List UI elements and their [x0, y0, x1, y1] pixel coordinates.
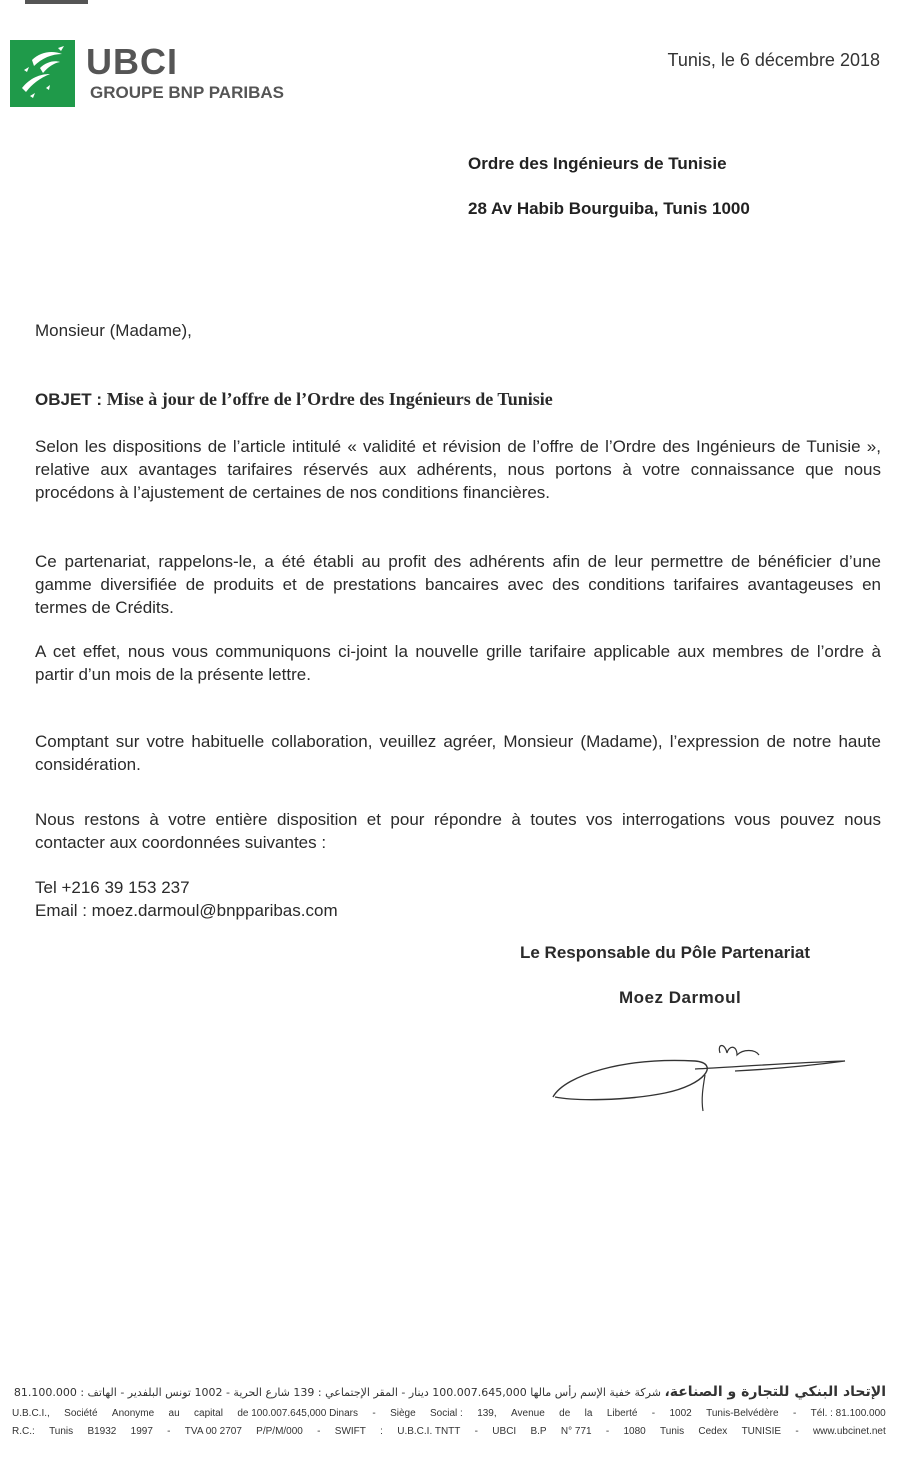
footer-token: de: [559, 1408, 571, 1419]
footer-token: TUNISIE: [741, 1426, 782, 1437]
footer-token: Tunis: [49, 1426, 74, 1437]
handwritten-signature: [545, 1035, 855, 1115]
footer-token: Siège: [390, 1408, 416, 1419]
footer-token: Société: [64, 1408, 98, 1419]
footer-token: 1002: [669, 1408, 692, 1419]
footer-token: la: [584, 1408, 593, 1419]
paragraph-availability: Nous restons à votre entière disposition et pour répondre à toutes vos interrogations vous pouvez nous contacter aux coordonnées suivantes :: [35, 810, 881, 852]
footer-token: -: [167, 1426, 171, 1437]
recipient-address: 28 Av Habib Bourguiba, Tunis 1000: [468, 199, 750, 218]
brand-name: UBCI: [86, 41, 178, 82]
salutation: Monsieur (Madame),: [35, 321, 192, 340]
footer-token: www.ubcinet.net: [812, 1426, 886, 1437]
footer-token: :: [380, 1426, 383, 1437]
footer-token: -: [372, 1408, 376, 1419]
footer-token: 1080: [623, 1426, 646, 1437]
footer-token: TVA 00 2707: [184, 1426, 242, 1437]
footer-token: Tél. : 81.100.000: [810, 1408, 886, 1419]
footer-token: Liberté: [606, 1408, 638, 1419]
paragraph-partnership: Ce partenariat, rappelons-le, a été établi au profit des adhérents afin de leur permettre de bénéficier d’une gamme diversifiée de produits et de prestations bancaires avec des conditions tarifaires avantageuses en termes de Crédits.: [35, 552, 881, 617]
footer-token: U.B.C.I. TNTT: [397, 1426, 461, 1437]
recipient-name: Ordre des Ingénieurs de Tunisie: [468, 154, 727, 173]
top-edge-mark: [25, 0, 88, 4]
footer-token: -: [474, 1426, 479, 1437]
subject-text: Mise à jour de l’offre de l’Ordre des Ingénieurs de Tunisie: [106, 389, 553, 409]
footer-token: P/P/M/000: [256, 1426, 303, 1437]
footer-legal-line: [12, 1408, 886, 1419]
footer-token: -: [651, 1408, 656, 1419]
footer-token: B1932: [87, 1426, 117, 1437]
subject-label: OBJET :: [35, 390, 103, 409]
contact-phone: Tel +216 39 153 237: [35, 878, 190, 897]
footer-token: capital: [194, 1408, 223, 1419]
footer-token: R.C.:: [12, 1426, 35, 1437]
footer-token: -: [792, 1408, 797, 1419]
brand-group: GROUPE BNP PARIBAS: [90, 83, 284, 102]
footer-token: 139,: [477, 1408, 497, 1419]
footer-token: N° 771: [560, 1426, 592, 1437]
footer-token: -: [605, 1426, 610, 1437]
footer-token: au: [168, 1408, 180, 1419]
footer-registration-line: [12, 1426, 886, 1437]
recipient-block: [468, 141, 750, 231]
footer-arabic-title: الإتحاد البنكي للتجارة و الصناعة،: [664, 1384, 886, 1400]
footer-token: -: [317, 1426, 321, 1437]
footer-token: U.B.C.I.,: [12, 1408, 50, 1419]
ubci-logo: [10, 40, 315, 110]
footer-token: Social :: [430, 1408, 463, 1419]
footer-token: SWIFT: [334, 1426, 366, 1437]
contact-email: Email : moez.darmoul@bnpparibas.com: [35, 901, 338, 920]
footer-token: Anonyme: [111, 1408, 155, 1419]
paragraph-grid: A cet effet, nous vous communiquons ci-joint la nouvelle grille tarifaire applicable aux membres de l’ordre à partir d’un mois de la présente lettre.: [35, 642, 881, 684]
footer-arabic: [12, 1384, 886, 1400]
subject-line: [35, 389, 553, 410]
footer-token: Cedex: [698, 1426, 728, 1437]
footer-token: UBCI: [492, 1426, 517, 1437]
footer-token: Tunis: [660, 1426, 685, 1437]
footer-token: Tunis-Belvédère: [706, 1408, 779, 1419]
footer-token: de 100.007.645,000 Dinars: [237, 1408, 358, 1419]
footer-token: 1997: [130, 1426, 153, 1437]
signatory-name: Moez Darmoul: [619, 988, 742, 1007]
contact-block: [35, 876, 338, 922]
footer-token: B.P: [530, 1426, 547, 1437]
footer-token: Avenue: [511, 1408, 545, 1419]
signatory-title: Le Responsable du Pôle Partenariat: [520, 943, 811, 962]
paragraph-intro: Selon les dispositions de l’article intitulé « validité et révision de l’offre de l’Ordre des Ingénieurs de Tunisie », relative aux avantages tarifaires réservés aux adhérents, nous portons à votre connaissance que nous procédons à l’ajustement de certaines de nos conditions financières.: [35, 437, 881, 502]
bnp-stars-icon: [10, 40, 75, 107]
paragraph-closing: Comptant sur votre habituelle collaboration, veuillez agréer, Monsieur (Madame), l’expression de notre haute considération.: [35, 732, 881, 774]
footer-token: -: [795, 1426, 799, 1437]
footer-arabic-text: شركة خفية الإسم رأس مالها 100.007.645,000 دينار - المقر الإجتماعي : 139 شارع الحرية - 1002 تونس البلفدير - الهاتف : 81.100.000: [13, 1386, 661, 1399]
letter-date: Tunis, le 6 décembre 2018: [667, 50, 880, 70]
